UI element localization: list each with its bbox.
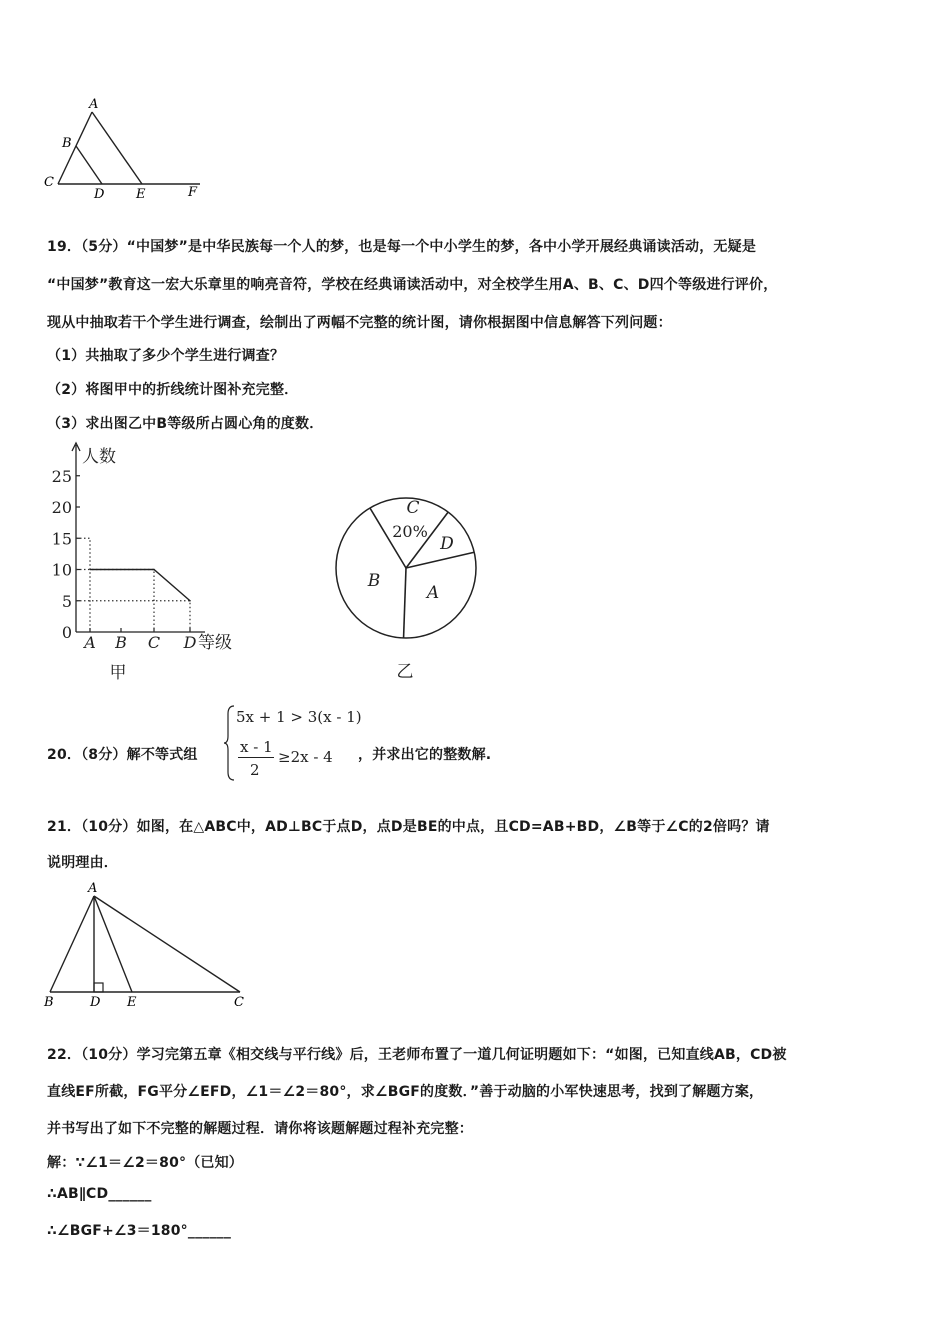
fraction-numerator: x - 1 — [240, 738, 273, 756]
q19-sub1: （1）共抽取了多少个学生进行调查？ — [47, 348, 285, 364]
ref-line-5 — [76, 601, 190, 632]
q20-suffix: ，并求出它的整数解. — [358, 747, 492, 763]
right-angle-mark — [94, 983, 103, 992]
label-D: D — [94, 187, 105, 202]
q19-sub2: （2）将图甲中的折线统计图补充完整． — [47, 382, 299, 398]
pie-divider-3 — [404, 568, 406, 638]
label-E: E — [136, 187, 146, 202]
label-A: A — [89, 97, 99, 112]
label-B: B — [44, 995, 54, 1010]
label-A: A — [88, 881, 98, 896]
y-tick-label-10: 10 — [51, 560, 72, 580]
q21-line2: 说明理由． — [47, 855, 118, 871]
slice-value-C: 20% — [392, 522, 428, 541]
x-tick-label-C: C — [147, 633, 161, 652]
label-F: F — [188, 185, 198, 200]
y-tick-label-5: 5 — [61, 591, 72, 611]
y-axis-label: 人数 — [82, 447, 116, 467]
q19-line3: 现从中抽取若干个学生进行调查，绘制出了两幅不完整的统计图，请你根据图中信息解答下列问题： — [47, 315, 672, 331]
slice-label-C: C — [406, 498, 420, 518]
segment-bd — [76, 146, 102, 184]
ref-line-15 — [76, 538, 90, 632]
q22-line3: 并书写出了如下不完整的解题过程．请你将该题解题过程补充完整： — [47, 1121, 473, 1137]
system-brace — [224, 704, 236, 782]
pie-chart-yi — [325, 485, 495, 685]
slice-label-B: B — [367, 571, 381, 591]
chart-title-yi: 乙 — [396, 662, 414, 682]
point-C — [153, 569, 155, 571]
point-D — [189, 600, 191, 602]
series-line — [90, 570, 190, 601]
q19-line2: “中国梦”教育这一宏大乐章里的响亮音符，学校在经典诵读活动中，对全校学生用A、B、C、D四个等级进行评价， — [47, 277, 778, 293]
q22-line2: 直线EF所截，FG平分∠EFD，∠1＝∠2＝80°，求∠BGF的度数．”善于动脑的小军快速思考，找到了解题方案， — [47, 1084, 764, 1100]
label-C: C — [234, 995, 244, 1010]
label-C: C — [44, 175, 54, 190]
label-E: E — [127, 995, 137, 1010]
q22-step2: ∴AB∥CD______ — [47, 1186, 152, 1202]
q19-sub3: （3）求出图乙中B等级所占圆心角的度数． — [47, 416, 324, 432]
line-chart-jia — [40, 440, 255, 685]
q22-step1: 解：∵∠1＝∠2＝80°（已知） — [47, 1155, 244, 1171]
q21-line1: 21．（10分）如图，在△ABC中，AD⊥BC于点D，点D是BE的中点，且CD=AB+BD，∠B等于∠C的2倍吗？请 — [47, 819, 770, 835]
x-tick-label-D: D — [183, 633, 197, 652]
y-tick-label-0: 0 — [61, 623, 72, 642]
figure-21 — [38, 876, 253, 1011]
slice-label-A: A — [426, 583, 440, 603]
y-tick-label-25: 25 — [51, 466, 72, 486]
label-D: D — [90, 995, 101, 1010]
x-tick-label-B: B — [115, 633, 127, 652]
q19-line1: 19．（5分）“中国梦”是中华民族每一个人的梦，也是每一个中小学生的梦，各中小学开展经典诵读活动，无疑是 — [47, 239, 757, 255]
ref-line-10 — [76, 570, 154, 633]
fraction-bar — [238, 757, 274, 758]
figure-18 — [40, 95, 210, 205]
segment-ae — [92, 112, 142, 184]
fraction-denominator: 2 — [250, 761, 260, 779]
chart-title-jia: 甲 — [109, 663, 127, 683]
segment-ac — [94, 896, 240, 992]
q22-step3: ∴∠BGF+∠3＝180°______ — [47, 1223, 232, 1239]
inequality-1: 5x + 1 > 3(x - 1) — [236, 708, 362, 726]
q22-line1: 22．（10分）学习完第五章《相交线与平行线》后，王老师布置了一道几何证明题如下：“如图，已知直线AB，CD被 — [47, 1047, 787, 1063]
segment-ae — [94, 896, 132, 992]
x-axis-label: 等级 — [198, 633, 232, 653]
segment-ab — [50, 896, 94, 992]
label-B: B — [62, 136, 72, 151]
slice-label-D: D — [440, 534, 454, 554]
y-tick-label-20: 20 — [51, 498, 72, 517]
inequality-2-rhs: ≥2x - 4 — [278, 748, 333, 766]
y-tick-label-15: 15 — [51, 529, 72, 549]
q20-prefix: 20．（8分）解不等式组 — [47, 747, 198, 763]
x-tick-label-A: A — [84, 633, 96, 652]
